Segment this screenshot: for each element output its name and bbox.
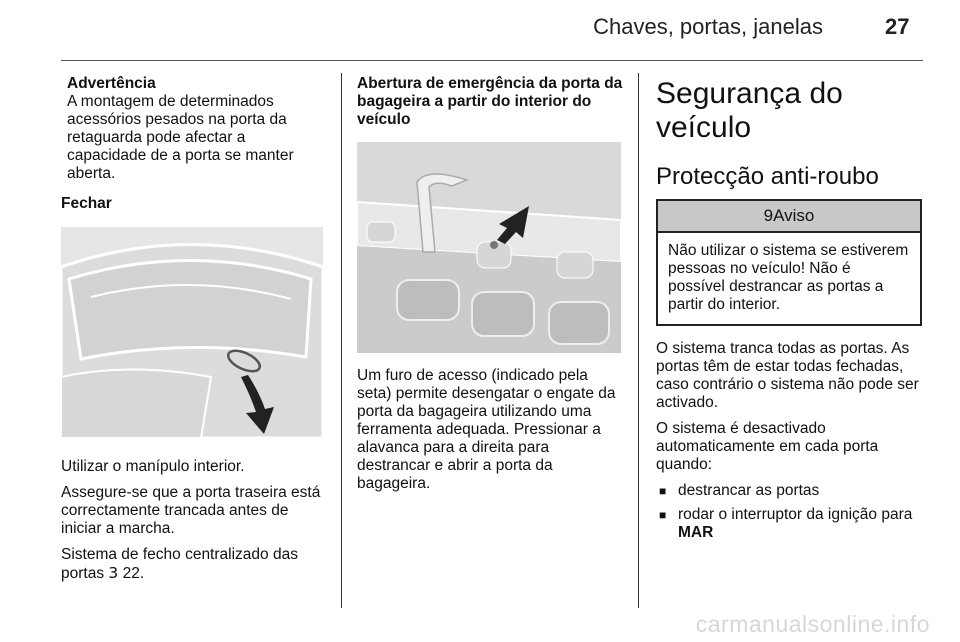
bullet-text-2: rodar o interruptor da ignição para MAR xyxy=(678,506,913,541)
column-divider-1 xyxy=(341,73,342,608)
bullet-item-2 xyxy=(656,506,922,542)
page-ref-icon: 3 xyxy=(108,564,119,582)
page-ref-number[interactable]: 22. xyxy=(122,565,145,582)
right-paragraph-1: O sistema tranca todas as portas. As portas têm de estar todas fechadas, caso contrário o sistema não pode ser activado. xyxy=(656,340,919,411)
page-number: 27 xyxy=(885,14,910,39)
left-column xyxy=(61,75,326,591)
middle-column xyxy=(357,75,625,501)
running-header-title: Chaves, portas, janelas xyxy=(593,14,823,39)
left-paragraph-3: Sistema de fecho centralizado das portas 3 22. xyxy=(61,546,298,582)
cargo-latch-illustration xyxy=(357,142,621,353)
subsection-title: Protecção anti-roubo xyxy=(656,163,879,190)
notice-title: Aviso xyxy=(773,206,815,225)
notice-header xyxy=(658,201,920,233)
bullet-square-icon: ■ xyxy=(659,484,667,498)
column-divider-2 xyxy=(638,73,639,608)
header-rule xyxy=(61,60,923,61)
warning-text: A montagem de determinados acessórios pesados na porta da retaguarda pode afectar a capacidade de a porta se manter aberta. xyxy=(67,93,294,182)
right-paragraph-2: O sistema é desactivado automaticamente em cada porta quando: xyxy=(656,420,879,473)
close-heading: Fechar xyxy=(61,195,112,212)
middle-paragraph: Um furo de acesso (indicado pela seta) permite desengatar o engate da porta da bagageira utilizando uma ferramenta adequada. Pressionar a alavanca para a direita para destrancar e abrir a porta da bagageira. xyxy=(357,367,616,492)
notice-box xyxy=(656,199,922,326)
tailgate-drawing xyxy=(61,227,323,438)
bullet-item-1 xyxy=(656,482,922,500)
tailgate-illustration xyxy=(61,227,323,438)
section-title: Segurança do veículo xyxy=(656,77,843,144)
warning-title: Advertência xyxy=(67,75,156,92)
bullet-square-icon: ■ xyxy=(659,508,667,522)
ignition-position-label: MAR xyxy=(678,524,714,541)
emergency-heading: Abertura de emergência da porta da bagageira a partir do interior do veículo xyxy=(357,75,623,128)
warning-triangle-icon: 9 xyxy=(763,206,774,225)
watermark-text: carmanualsonline.info xyxy=(695,611,930,637)
bullet-text-1: destrancar as portas xyxy=(678,482,820,499)
left-paragraph-1: Utilizar o manípulo interior. xyxy=(61,458,245,475)
latch-drawing xyxy=(357,142,621,353)
left-paragraph-2: Assegure-se que a porta traseira está correctamente trancada antes de iniciar a marcha. xyxy=(61,484,321,537)
notice-text: Não utilizar o sistema se estiverem pessoas no veículo! Não é possível destrancar as portas a partir do interior. xyxy=(668,242,909,313)
warning-block xyxy=(61,75,326,183)
right-column xyxy=(656,75,922,548)
